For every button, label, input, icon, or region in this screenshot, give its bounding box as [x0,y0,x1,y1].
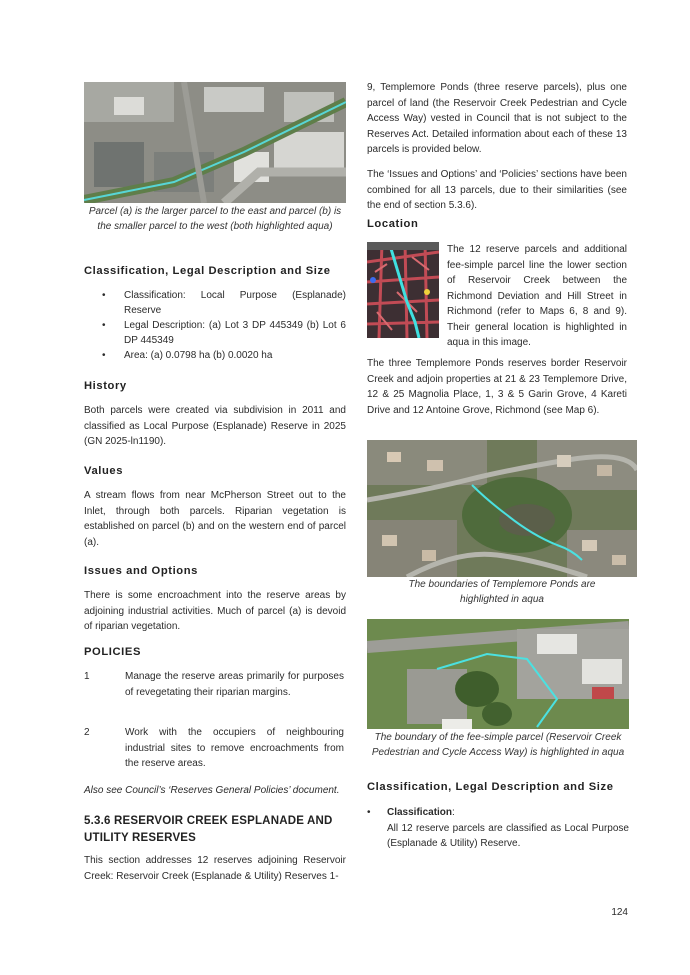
intro-continued-text: 9, Templemore Ponds (three reserve parcels), plus one parcel of land (the Reservoir Creek Pedestrian and Cycle Access Way) vested in Council that is not subject to the Reserves Act. Detailed information about each of these 13 parcels is provided below. [367,82,627,155]
policy-text: Manage the reserve areas primarily for purposes of revegetating their riparian margins. [125,671,344,698]
right-classification-heading: Classification, Legal Description and Size [367,781,614,793]
templemore-ponds-caption: The boundaries of Templemore Ponds are highlighted in aqua [408,579,596,605]
history-heading: History [84,380,127,392]
classification-bullet: • Classification: All 12 reserve parcels are classified as Local Purpose (Esplanade & Utility) Reserve. [367,805,629,852]
bullet-classification: • Classification: Local Purpose (Esplanade) Reserve [102,290,346,316]
bullet-legal-description: • Legal Description: (a) Lot 3 DP 445349 (b) Lot 6 DP 445349 [102,320,346,346]
industrial-parcels-aerial-photo [84,82,346,203]
location-heading: Location [367,218,419,230]
policy-text: Work with the occupiers of neighbouring industrial sites to remove encroachments from the reserve areas. [125,727,344,769]
bullet-dot: • [367,807,371,818]
bullet-area: • Area: (a) 0.0798 ha (b) 0.0020 ha [102,350,273,361]
values-heading: Values [84,465,124,477]
templemore-ponds-aerial-photo [367,440,637,577]
issues-options-heading: Issues and Options [84,565,198,577]
section-heading: 5.3.6 RESERVOIR CREEK ESPLANADE AND UTILITY RESERVES [84,815,333,844]
templemore-ponds-text: The three Templemore Ponds reserves border Reservoir Creek and adjoin properties at 21 & 23 Templemore Drive, 12 & 25 Magnolia Place, 1, 3 & 5 Garin Grove, 4 Kareti Drive and 12 Antoine Grove, Richmond (see Map 6). [367,358,627,416]
classification-text: All 12 reserve parcels are classified as Local Purpose (Esplanade & Utility) Reserve. [387,822,629,849]
values-text: A stream flows from near McPherson Street out to the Inlet, through both parcels. Riparian vegetation is established on parcel (b) and on the western end of parcel (a). [84,490,346,548]
fee-simple-parcel-caption: The boundary of the fee-simple parcel (Reservoir Creek Pedestrian and Cycle Access Way) is highlighted in aqua [371,732,625,758]
issues-options-text: There is some encroachment into the reserve areas by adjoining industrial activities. Much of parcel (a) is devoid of riparian vegetation. [84,590,346,632]
location-text: The 12 reserve parcels and additional fee-simple parcel line the lower section of Reservoir Creek between the Richmond Deviation and Hill Street in Richmond (refer to Maps 6, 8 and 9). Their general location is highlighted in aqua in this image. [447,244,627,348]
see-also-note: Also see Council’s ‘Reserves General Policies’ document. [84,785,340,796]
bullet-text: Area: (a) 0.0798 ha (b) 0.0020 ha [124,350,273,361]
bullet-text: Classification: Local Purpose (Esplanade) Reserve [124,290,346,316]
classification-label: Classification [387,807,453,818]
issues-policies-note: The ‘Issues and Options’ and ‘Policies’ sections have been combined for all 13 parcels, due to their similarities (see the end of section 5.3.6). [367,169,627,211]
location-map-image [367,242,439,338]
history-text: Both parcels were created via subdivision in 2011 and classified as Local Purpose (Esplanade) Reserve in 2025 (GN 2025-ln1190). [84,405,346,447]
policies-heading: POLICIES [84,646,142,658]
page-number: 124 [611,907,628,918]
fee-simple-parcel-aerial-photo [367,619,629,729]
policy-number: 1 [84,671,90,682]
classification-bullet-list [84,288,346,363]
industrial-parcels-photo-caption: Parcel (a) is the larger parcel to the east and parcel (b) is the smaller parcel to the west (both highlighted aqua) [88,206,342,232]
bullet-text: Legal Description: (a) Lot 3 DP 445349 (b) Lot 6 DP 445349 [124,320,346,346]
classification-heading: Classification, Legal Description and Size [84,265,331,277]
section-intro-text: This section addresses 12 reserves adjoining Reservoir Creek: Reservoir Creek (Esplanade & Utility) Reserves 1- [84,855,346,882]
policy-number: 2 [84,727,90,738]
